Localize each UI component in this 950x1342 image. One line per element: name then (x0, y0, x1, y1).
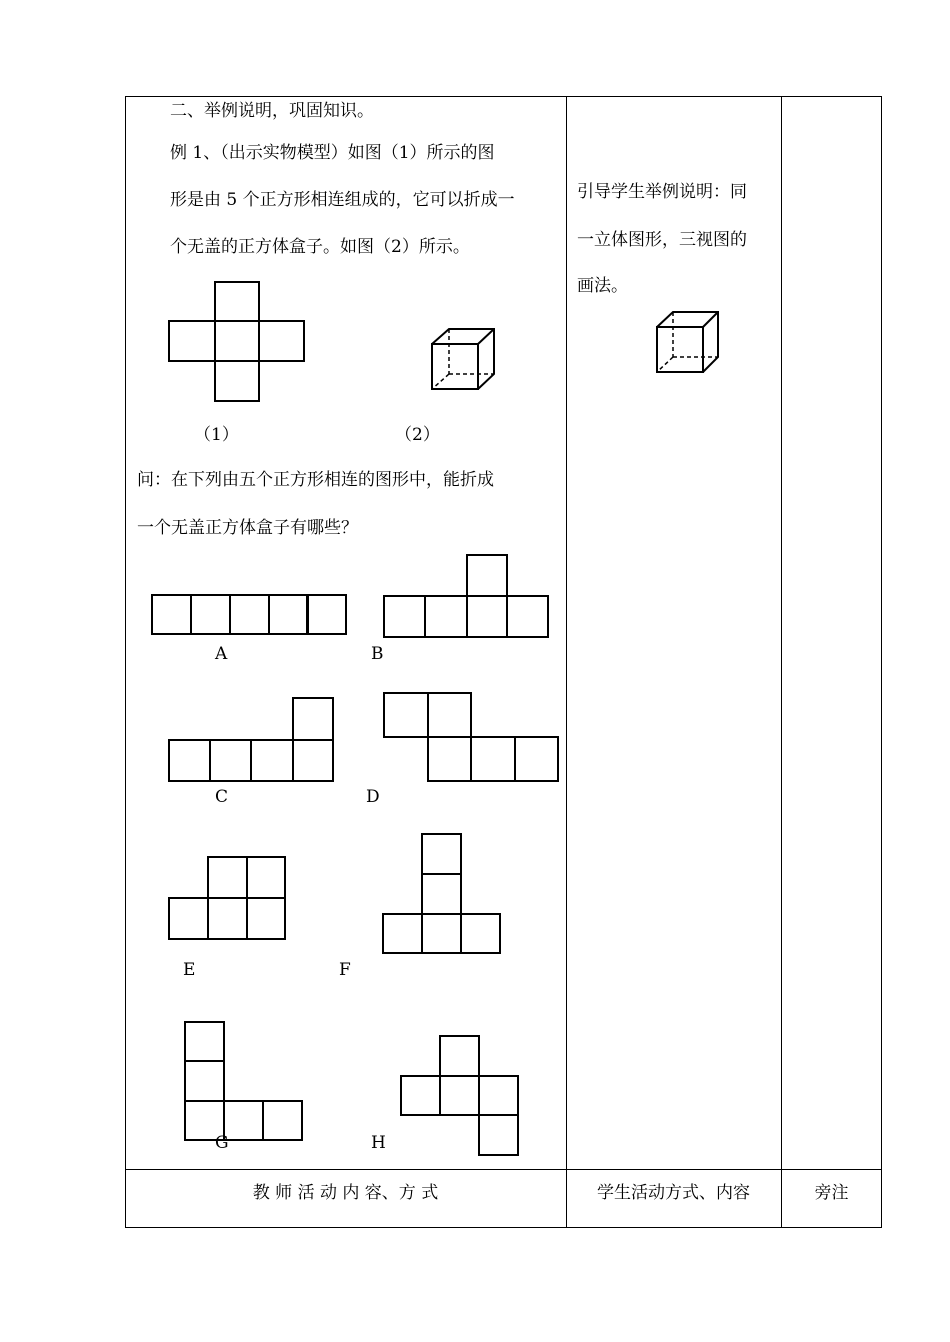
net-square (306, 594, 347, 635)
net-square (151, 594, 192, 635)
net-square (383, 692, 429, 738)
net-square (427, 692, 472, 738)
student-cube (655, 310, 720, 374)
option-d-label: D (366, 787, 380, 807)
column-divider-2 (781, 96, 782, 1228)
option-d-net (383, 692, 559, 782)
net-square (478, 1075, 519, 1116)
net-square (258, 320, 305, 362)
student-line-1: 引导学生举例说明：同 (577, 182, 747, 202)
footer-student-header: 学生活动方式、内容 (597, 1183, 750, 1203)
option-h-label: H (371, 1133, 386, 1153)
example-line-2: 形是由 5 个正方形相连组成的，它可以折成一 (170, 190, 515, 210)
figure-1-caption: （1） (194, 425, 239, 445)
net-square (168, 739, 211, 782)
net-square (382, 913, 423, 954)
net-square (383, 595, 426, 638)
question-line-2: 一个无盖正方体盒子有哪些？ (137, 518, 358, 538)
net-square (184, 1021, 225, 1062)
net-square (250, 739, 294, 782)
option-a-label: A (215, 644, 228, 664)
option-f-net (382, 833, 501, 954)
net-square (400, 1075, 441, 1116)
net-square (214, 320, 260, 362)
example-line-1: 例 1、（出示实物模型）如图（1）所示的图 (170, 143, 495, 163)
option-a-net (151, 594, 347, 635)
net-square (207, 856, 248, 899)
net-square (439, 1035, 480, 1077)
option-e-label: E (183, 960, 196, 980)
footer-row-divider (125, 1169, 882, 1170)
net-square (184, 1060, 225, 1102)
footer-notes-header: 旁注 (814, 1183, 849, 1203)
figure-2-caption: （2） (395, 425, 440, 445)
net-square (421, 833, 462, 875)
net-square (460, 913, 501, 954)
option-g-net (184, 1021, 303, 1141)
net-square (292, 739, 334, 782)
option-b-label: B (371, 644, 384, 664)
student-line-2: 一立体图形，三视图的 (577, 230, 747, 250)
net-square (439, 1075, 480, 1116)
net-square (190, 594, 231, 635)
net-square (209, 739, 252, 782)
net-square (292, 697, 334, 741)
net-square (514, 736, 559, 782)
net-square (229, 594, 270, 635)
net-square (246, 856, 286, 899)
net-square (478, 1114, 519, 1156)
student-line-3: 画法。 (577, 276, 628, 296)
option-f-label: F (339, 960, 351, 980)
net-square (268, 594, 309, 635)
example-line-3: 个无盖的正方体盒子。如图（2）所示。 (170, 237, 470, 257)
net-square (466, 554, 508, 597)
net-square (421, 873, 462, 915)
footer-teacher-header: 教 师 活 动 内 容、方 式 (252, 1183, 439, 1203)
option-h-net (400, 1035, 519, 1156)
option-b-net (383, 554, 549, 638)
figure-2-cube (430, 327, 496, 391)
net-square (214, 281, 260, 322)
option-c-label: C (215, 787, 229, 807)
option-g-label: G (215, 1133, 229, 1153)
net-square (262, 1100, 303, 1141)
option-c-net (168, 697, 334, 782)
section-heading: 二、举例说明，巩固知识。 (170, 101, 374, 121)
net-square (466, 595, 508, 638)
column-divider-1 (566, 96, 567, 1228)
net-square (424, 595, 468, 638)
net-square (168, 320, 216, 362)
net-square (246, 897, 286, 940)
net-square (207, 897, 248, 940)
net-square (214, 360, 260, 402)
question-line-1: 问：在下列由五个正方形相连的图形中，能折成 (137, 470, 494, 490)
net-square (427, 736, 472, 782)
net-square (470, 736, 516, 782)
net-square (421, 913, 462, 954)
figure-1-cross-net (168, 281, 305, 402)
net-square (223, 1100, 264, 1141)
net-square (506, 595, 549, 638)
option-e-net (168, 856, 286, 940)
net-square (168, 897, 209, 940)
